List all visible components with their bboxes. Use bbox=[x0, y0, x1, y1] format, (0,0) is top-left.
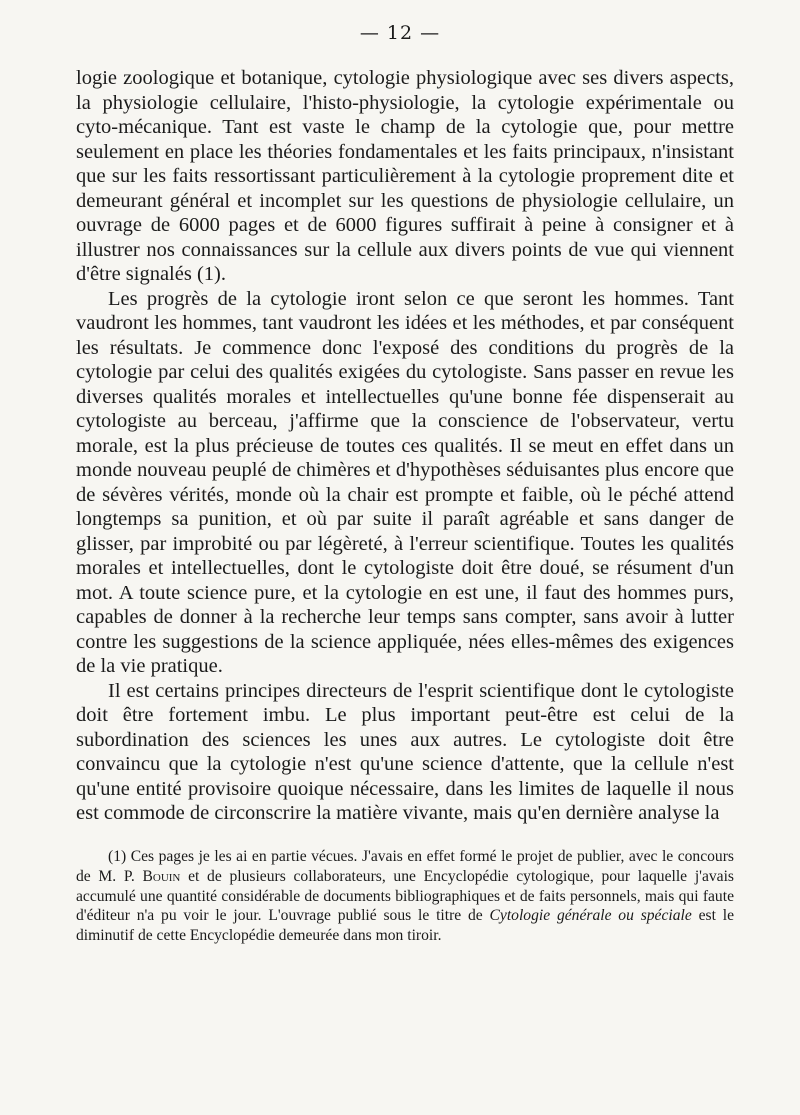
footnote-text-part3: est le diminutif de cette Encyclopédie demeurée dans mon tiroir. bbox=[76, 907, 734, 945]
page-number: — 12 — bbox=[359, 22, 441, 44]
footnote-text-part1: Ces pages je les ai en partie vécues. J'avais en effet formé le projet de publier, avec le concours de M. P. bbox=[76, 848, 734, 885]
footnote-author-name: Bouin bbox=[142, 867, 181, 885]
footnote-text-part2: et de plusieurs collaborateurs, une Encyclopédie cytologique, pour laquelle j'avais accumulé une quantité considérable de documents bibliographiques et de faits personnels, mais qui faute d'éditeur n'a pu voir le jour. L'ouvrage publié sous le titre de bbox=[76, 867, 734, 925]
paragraph-continuation: logie zoologique et botanique, cytologie physiologique avec ses divers aspects, la physiologie cellulaire, l'histo-physiologie, la cytologie expérimentale ou cyto-mécanique. Tant est vaste le champ de la cytologie que, pour mettre seulement en place les théories fondamentales et les faits principaux, n'insistant que sur les faits ressortissant particulièrement à la cytologie proprement dite et demeurant général et incomplet sur les questions de physiologie cellulaire, un ouvrage de 6000 pages et de 6000 figures suffirait à peine à consigner et à illustrer nos connaissances sur la cellule aux divers points de vue qui viennent d'être signalés (1). bbox=[76, 67, 734, 285]
footnote-marker: (1) bbox=[108, 848, 127, 865]
paragraph-cytologist-qualities: Les progrès de la cytologie iront selon ce que seront les hommes. Tant vaudront les hommes, tant vaudront les idées et les méthodes, et par conséquent les résultats. Je commence donc l'exposé des conditions du progrès de la cytologie par celui des qualités exigées du cytologiste. Sans passer en revue les diverses qualités morales et intellectuelles qu'une bonne fée dispenserait au cytologiste au berceau, j'affirme que la conscience de l'observateur, vertu morale, est la plus précieuse de toutes ces qualités. Il se meut en effet dans un monde nouveau peuplé de chimères et d'hypothèses séduisantes plus encore que de sévères vérités, monde où la chair est prompte et faible, où le péché attend longtemps sa punition, et où par suite il paraît agréable et sans danger de glisser, par improbité ou par légèreté, à l'erreur scientifique. Toutes les qualités morales et intellectuelles, dont le cytologiste doit être doué, se résument d'un mot. A toute science pure, et la cytologie en est une, il faut des hommes purs, capables de donner à la recherche leur temps sans compter, sans avoir à lutter contre les suggestions de la science appliquée, nées elles-mêmes des exigences de la vie pratique. bbox=[76, 287, 734, 677]
footnote bbox=[76, 847, 734, 946]
body-text bbox=[76, 66, 734, 826]
footnote-book-title: Cytologie générale ou spéciale bbox=[489, 907, 692, 925]
paragraph-scientific-principles: Il est certains principes directeurs de l'esprit scientifique dont le cytologiste doit être fortement imbu. Le plus important peut-être est celui de la subordination des sciences les unes aux autres. Le cytologiste doit être convaincu que la cytologie n'est qu'une science d'attente, que la cellule n'est qu'une entité provisoire quoique nécessaire, dans les limites de laquelle il nous est commode de circonscrire la matière vivante, mais qu'en dernière analyse la bbox=[76, 679, 734, 824]
